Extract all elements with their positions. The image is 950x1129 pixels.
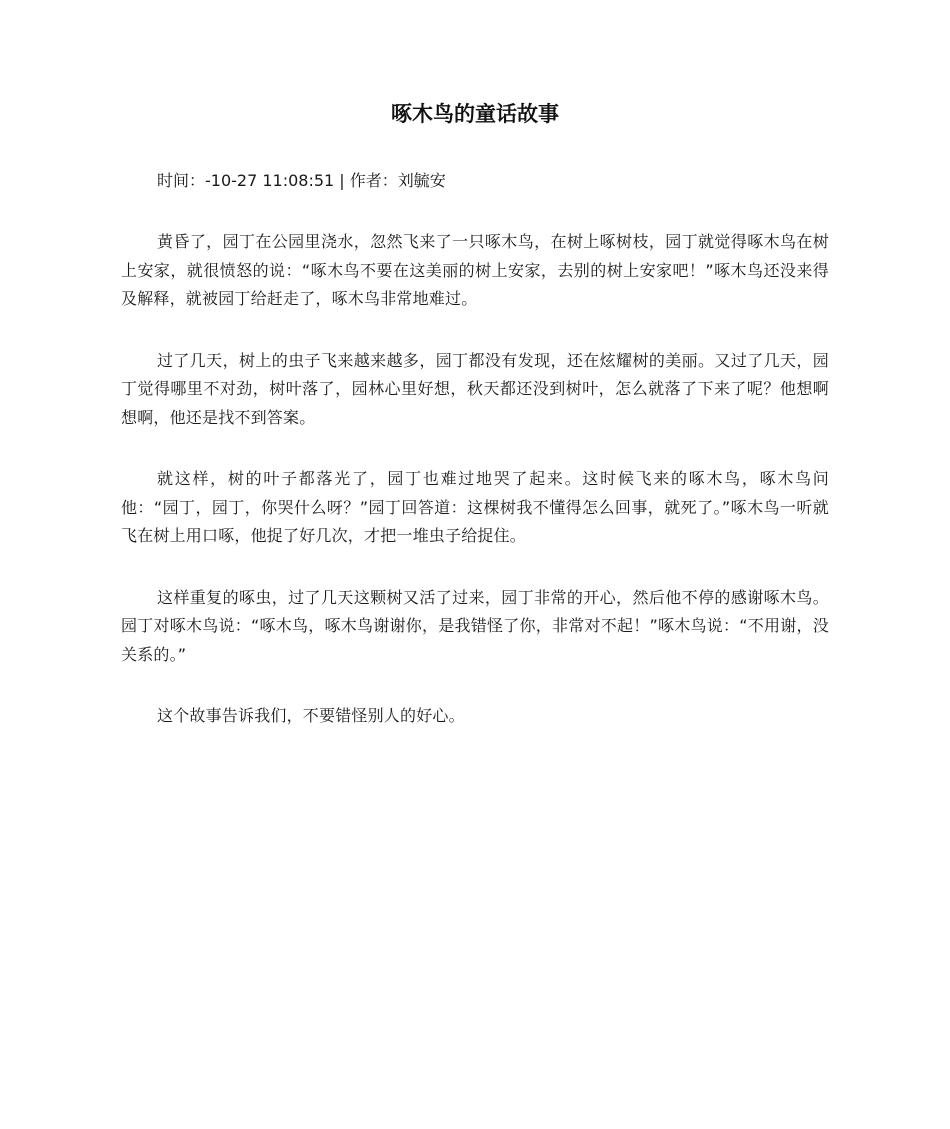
paragraph-2: 过了几天，树上的虫子飞来越来越多，园丁都没有发现，还在炫耀树的美丽。又过了几天，园丁觉得哪里不对劲，树叶落了，园林心里好想，秋天都还没到树叶，怎么就落了下来了呢？他想啊想啊，他还是找不到答案。 [121,350,829,427]
article-meta: 时间：-10-27 11:08:51 | 作者：刘毓安 [157,171,446,190]
paragraph-1: 黄昏了，园丁在公园里浇水，忽然飞来了一只啄木鸟，在树上啄树枝，园丁就觉得啄木鸟在树上安家，就很愤怒的说：“啄木鸟不要在这美丽的树上安家，去别的树上安家吧！”啄木鸟还没来得及解释，就被园丁给赶走了，啄木鸟非常地难过。 [121,232,829,308]
paragraph-4: 这样重复的啄虫，过了几天这颗树又活了过来，园丁非常的开心，然后他不停的感谢啄木鸟。园丁对啄木鸟说：“啄木鸟，啄木鸟谢谢你，是我错怪了你，非常对不起！”啄木鸟说：“不用谢，没关系的。” [121,587,829,664]
paragraph-5: 这个故事告诉我们，不要错怪别人的好心。 [157,706,465,725]
paragraph-3: 就这样，树的叶子都落光了，园丁也难过地哭了起来。这时候飞来的啄木鸟，啄木鸟问他：“园丁，园丁，你哭什么呀？”园丁回答道：这棵树我不懂得怎么回事，就死了。”啄木鸟一听就飞在树上用口啄，他捉了好几次，才把一堆虫子给捉住。 [121,469,829,545]
article-body [121,167,829,764]
page-title: 啄木鸟的童话故事 [391,102,559,126]
